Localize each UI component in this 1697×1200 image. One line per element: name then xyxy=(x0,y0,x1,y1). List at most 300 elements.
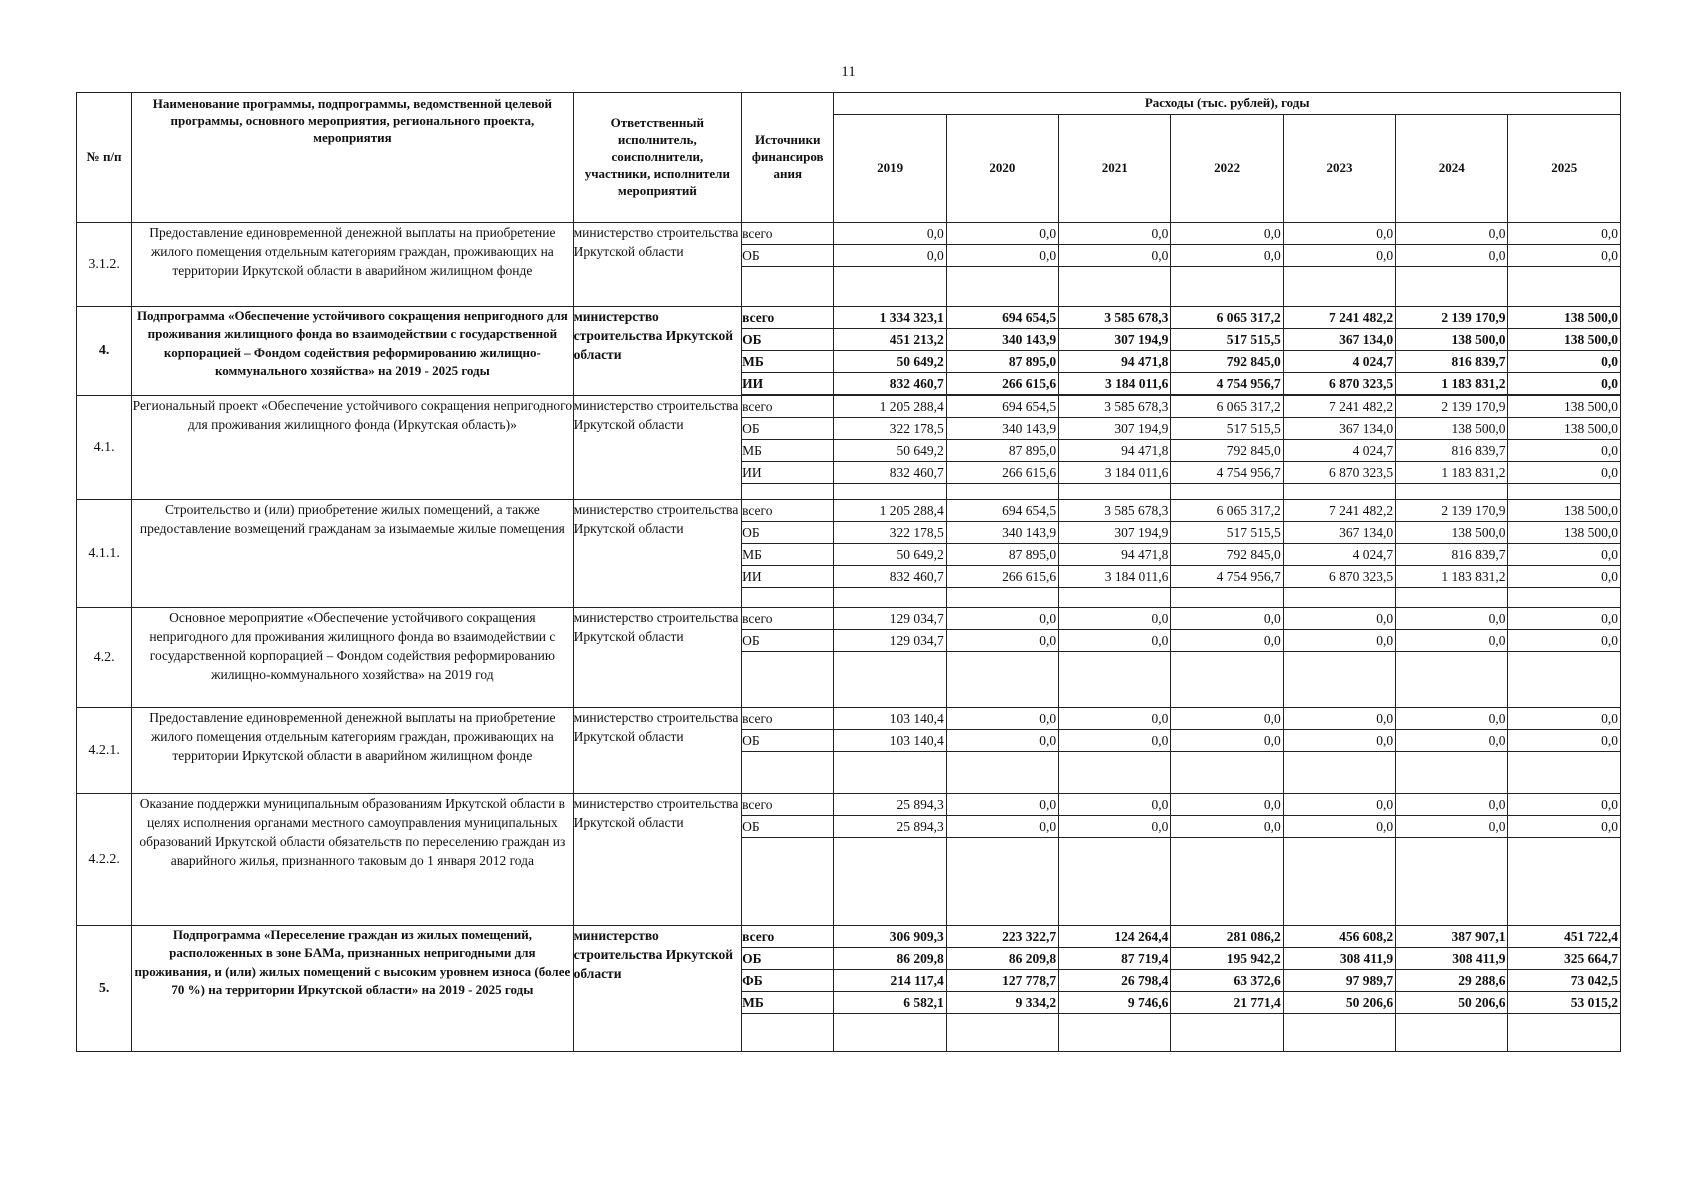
budget-table xyxy=(76,92,1621,1052)
amount-cell: 307 194,9 xyxy=(1059,522,1170,544)
amount-cell: 0,0 xyxy=(1508,223,1620,245)
year-values xyxy=(834,223,946,307)
amount-cell: 308 411,9 xyxy=(1284,948,1395,970)
funding-source: всего xyxy=(742,794,833,816)
amount-cell: 195 942,2 xyxy=(1171,948,1282,970)
header-year: 2021 xyxy=(1059,115,1171,223)
year-values xyxy=(946,794,1058,926)
amount-cell: 0,0 xyxy=(1508,544,1620,566)
amount-cell: 7 241 482,2 xyxy=(1284,396,1395,418)
amount-cell: 26 798,4 xyxy=(1059,970,1170,992)
year-values xyxy=(1059,708,1171,794)
amount-cell: 4 024,7 xyxy=(1284,351,1395,373)
amount-cell: 325 664,7 xyxy=(1508,948,1620,970)
table-row xyxy=(77,708,1621,794)
amount-cell: 0,0 xyxy=(1059,730,1170,752)
amount-cell: 340 143,9 xyxy=(947,418,1058,440)
amount-cell: 322 178,5 xyxy=(834,522,945,544)
funding-source: МБ xyxy=(742,440,833,462)
header-expenses: Расходы (тыс. рублей), годы xyxy=(834,93,1621,115)
amount-cell: 0,0 xyxy=(1508,608,1620,630)
amount-cell: 0,0 xyxy=(1396,708,1507,730)
year-values xyxy=(1396,608,1508,708)
amount-cell: 138 500,0 xyxy=(1508,329,1620,351)
amount-cell: 792 845,0 xyxy=(1171,440,1282,462)
year-values xyxy=(1171,708,1283,794)
year-values xyxy=(1283,307,1395,396)
amount-cell: 50 206,6 xyxy=(1396,992,1507,1014)
amount-cell: 6 870 323,5 xyxy=(1284,373,1395,395)
year-values xyxy=(834,926,946,1052)
row-name: Оказание поддержки муниципальным образованиям Иркутской области в целях исполнения органами местного самоуправления муниципальных образований Иркутской области обязательств по переселению граждан из аварийного жилья, признанного таковым до 1 января 2012 года xyxy=(132,794,573,926)
table-row xyxy=(77,307,1621,396)
amount-cell: 6 065 317,2 xyxy=(1171,396,1282,418)
funding-source: всего xyxy=(742,396,833,418)
year-values xyxy=(946,500,1058,608)
row-number: 4. xyxy=(77,307,132,396)
year-values xyxy=(1283,608,1395,708)
amount-cell: 517 515,5 xyxy=(1171,329,1282,351)
year-values xyxy=(1059,307,1171,396)
amount-cell: 223 322,7 xyxy=(947,926,1058,948)
amount-cell: 50 206,6 xyxy=(1284,992,1395,1014)
amount-cell: 138 500,0 xyxy=(1508,500,1620,522)
funding-source: всего xyxy=(742,500,833,522)
amount-cell: 103 140,4 xyxy=(834,708,945,730)
amount-cell: 0,0 xyxy=(1284,223,1395,245)
year-values xyxy=(1508,396,1621,500)
funding-source: ОБ xyxy=(742,816,833,838)
amount-cell: 0,0 xyxy=(1059,608,1170,630)
amount-cell: 4 754 956,7 xyxy=(1171,566,1282,588)
funding-source: всего xyxy=(742,926,833,948)
year-values xyxy=(1508,794,1621,926)
year-values xyxy=(1059,223,1171,307)
year-values xyxy=(1508,608,1621,708)
row-sources xyxy=(742,500,834,608)
amount-cell: 0,0 xyxy=(1171,730,1282,752)
amount-cell: 0,0 xyxy=(947,223,1058,245)
funding-source: МБ xyxy=(742,351,833,373)
amount-cell: 2 139 170,9 xyxy=(1396,500,1507,522)
amount-cell: 2 139 170,9 xyxy=(1396,396,1507,418)
amount-cell: 832 460,7 xyxy=(834,373,945,395)
amount-cell: 1 205 288,4 xyxy=(834,500,945,522)
amount-cell: 0,0 xyxy=(1396,816,1507,838)
row-responsible: министерство строительства Иркутской области xyxy=(573,794,742,926)
year-values xyxy=(834,396,946,500)
row-responsible: министерство строительства Иркутской области xyxy=(573,708,742,794)
amount-cell: 103 140,4 xyxy=(834,730,945,752)
table-row xyxy=(77,396,1621,500)
amount-cell: 0,0 xyxy=(1284,708,1395,730)
amount-cell: 517 515,5 xyxy=(1171,418,1282,440)
row-sources xyxy=(742,708,834,794)
row-name: Строительство и (или) приобретение жилых помещений, а также предоставление возмещений гражданам за изымаемые жилые помещения xyxy=(132,500,573,608)
amount-cell: 816 839,7 xyxy=(1396,440,1507,462)
amount-cell: 53 015,2 xyxy=(1508,992,1620,1014)
funding-source: ОБ xyxy=(742,245,833,267)
year-values xyxy=(1396,708,1508,794)
amount-cell: 214 117,4 xyxy=(834,970,945,992)
amount-cell: 0,0 xyxy=(1508,566,1620,588)
amount-cell: 25 894,3 xyxy=(834,816,945,838)
row-number: 4.2.2. xyxy=(77,794,132,926)
year-values xyxy=(1171,396,1283,500)
year-values xyxy=(1396,223,1508,307)
year-values xyxy=(1171,794,1283,926)
year-values xyxy=(1059,926,1171,1052)
amount-cell: 322 178,5 xyxy=(834,418,945,440)
year-values xyxy=(834,608,946,708)
amount-cell: 367 134,0 xyxy=(1284,418,1395,440)
amount-cell: 387 907,1 xyxy=(1396,926,1507,948)
amount-cell: 7 241 482,2 xyxy=(1284,500,1395,522)
amount-cell: 9 334,2 xyxy=(947,992,1058,1014)
amount-cell: 0,0 xyxy=(1059,245,1170,267)
amount-cell: 367 134,0 xyxy=(1284,329,1395,351)
funding-source: ИИ xyxy=(742,373,833,395)
row-number: 4.2. xyxy=(77,608,132,708)
amount-cell: 0,0 xyxy=(947,608,1058,630)
amount-cell: 367 134,0 xyxy=(1284,522,1395,544)
year-values xyxy=(946,307,1058,396)
row-responsible: министерство строительства Иркутской области xyxy=(573,396,742,500)
year-values xyxy=(1059,396,1171,500)
amount-cell: 129 034,7 xyxy=(834,608,945,630)
amount-cell: 281 086,2 xyxy=(1171,926,1282,948)
funding-source: ОБ xyxy=(742,948,833,970)
amount-cell: 6 870 323,5 xyxy=(1284,462,1395,484)
amount-cell: 94 471,8 xyxy=(1059,351,1170,373)
amount-cell: 6 582,1 xyxy=(834,992,945,1014)
table-row xyxy=(77,223,1621,307)
amount-cell: 451 722,4 xyxy=(1508,926,1620,948)
amount-cell: 86 209,8 xyxy=(834,948,945,970)
amount-cell: 138 500,0 xyxy=(1508,522,1620,544)
year-values xyxy=(1396,500,1508,608)
amount-cell: 3 184 011,6 xyxy=(1059,373,1170,395)
amount-cell: 21 771,4 xyxy=(1171,992,1282,1014)
row-number: 4.1.1. xyxy=(77,500,132,608)
amount-cell: 1 183 831,2 xyxy=(1396,566,1507,588)
amount-cell: 86 209,8 xyxy=(947,948,1058,970)
header-year: 2025 xyxy=(1508,115,1621,223)
amount-cell: 0,0 xyxy=(947,794,1058,816)
row-responsible: министерство строительства Иркутской области xyxy=(573,926,742,1052)
funding-source: ОБ xyxy=(742,522,833,544)
funding-source: всего xyxy=(742,708,833,730)
year-values xyxy=(1283,794,1395,926)
amount-cell: 0,0 xyxy=(1171,245,1282,267)
row-responsible: министерство строительства Иркутской области xyxy=(573,223,742,307)
amount-cell: 0,0 xyxy=(1396,245,1507,267)
year-values xyxy=(1171,926,1283,1052)
amount-cell: 0,0 xyxy=(1508,708,1620,730)
amount-cell: 0,0 xyxy=(947,816,1058,838)
year-values xyxy=(1059,608,1171,708)
year-values xyxy=(1171,608,1283,708)
amount-cell: 6 870 323,5 xyxy=(1284,566,1395,588)
row-sources xyxy=(742,396,834,500)
amount-cell: 517 515,5 xyxy=(1171,522,1282,544)
amount-cell: 2 139 170,9 xyxy=(1396,307,1507,329)
year-values xyxy=(1171,307,1283,396)
row-name: Подпрограмма «Переселение граждан из жилых помещений, расположенных в зоне БАМа, признанных непригодными для проживания, и (или) жилых помещений с высоким уровнем износа (более 70 %) на территории Иркутской области» на 2019 - 2025 годы xyxy=(132,926,573,1052)
amount-cell: 138 500,0 xyxy=(1508,307,1620,329)
amount-cell: 0,0 xyxy=(1396,223,1507,245)
amount-cell: 694 654,5 xyxy=(947,396,1058,418)
funding-source: МБ xyxy=(742,544,833,566)
year-values xyxy=(946,396,1058,500)
amount-cell: 4 024,7 xyxy=(1284,544,1395,566)
row-responsible: министерство строительства Иркутской области xyxy=(573,500,742,608)
amount-cell: 73 042,5 xyxy=(1508,970,1620,992)
year-values xyxy=(1283,708,1395,794)
amount-cell: 3 184 011,6 xyxy=(1059,462,1170,484)
year-values xyxy=(1396,396,1508,500)
amount-cell: 0,0 xyxy=(1171,608,1282,630)
funding-source: всего xyxy=(742,223,833,245)
amount-cell: 7 241 482,2 xyxy=(1284,307,1395,329)
amount-cell: 694 654,5 xyxy=(947,500,1058,522)
row-number: 3.1.2. xyxy=(77,223,132,307)
amount-cell: 0,0 xyxy=(947,630,1058,652)
amount-cell: 792 845,0 xyxy=(1171,544,1282,566)
amount-cell: 0,0 xyxy=(1059,816,1170,838)
amount-cell: 50 649,2 xyxy=(834,440,945,462)
amount-cell: 340 143,9 xyxy=(947,522,1058,544)
amount-cell: 0,0 xyxy=(947,708,1058,730)
amount-cell: 138 500,0 xyxy=(1396,418,1507,440)
funding-source: ИИ xyxy=(742,566,833,588)
year-values xyxy=(1508,223,1621,307)
amount-cell: 792 845,0 xyxy=(1171,351,1282,373)
amount-cell: 307 194,9 xyxy=(1059,329,1170,351)
amount-cell: 6 065 317,2 xyxy=(1171,307,1282,329)
amount-cell: 1 334 323,1 xyxy=(834,307,945,329)
amount-cell: 816 839,7 xyxy=(1396,544,1507,566)
row-sources xyxy=(742,608,834,708)
header-year: 2019 xyxy=(834,115,946,223)
year-values xyxy=(1508,926,1621,1052)
amount-cell: 0,0 xyxy=(1508,440,1620,462)
year-values xyxy=(1171,500,1283,608)
header-responsible: Ответственный исполнитель, соисполнители, участники, исполнители мероприятий xyxy=(573,93,742,223)
amount-cell: 266 615,6 xyxy=(947,462,1058,484)
amount-cell: 4 024,7 xyxy=(1284,440,1395,462)
year-values xyxy=(946,223,1058,307)
table-row xyxy=(77,926,1621,1052)
year-values xyxy=(1396,307,1508,396)
year-values xyxy=(1059,500,1171,608)
row-name: Региональный проект «Обеспечение устойчивого сокращения непригодного для проживания жилищного фонда (Иркутская область)» xyxy=(132,396,573,500)
amount-cell: 87 895,0 xyxy=(947,351,1058,373)
year-values xyxy=(946,926,1058,1052)
amount-cell: 307 194,9 xyxy=(1059,418,1170,440)
amount-cell: 50 649,2 xyxy=(834,544,945,566)
year-values xyxy=(946,708,1058,794)
year-values xyxy=(1508,708,1621,794)
row-number: 4.2.1. xyxy=(77,708,132,794)
amount-cell: 0,0 xyxy=(947,730,1058,752)
amount-cell: 340 143,9 xyxy=(947,329,1058,351)
amount-cell: 0,0 xyxy=(834,245,945,267)
year-values xyxy=(1283,396,1395,500)
amount-cell: 0,0 xyxy=(1508,816,1620,838)
amount-cell: 87 719,4 xyxy=(1059,948,1170,970)
amount-cell: 456 608,2 xyxy=(1284,926,1395,948)
row-number: 4.1. xyxy=(77,396,132,500)
amount-cell: 0,0 xyxy=(1059,630,1170,652)
amount-cell: 0,0 xyxy=(1171,223,1282,245)
funding-source: ОБ xyxy=(742,418,833,440)
year-values xyxy=(834,307,946,396)
year-values xyxy=(1508,500,1621,608)
funding-source: ОБ xyxy=(742,329,833,351)
amount-cell: 832 460,7 xyxy=(834,462,945,484)
amount-cell: 9 746,6 xyxy=(1059,992,1170,1014)
amount-cell: 97 989,7 xyxy=(1284,970,1395,992)
amount-cell: 127 778,7 xyxy=(947,970,1058,992)
amount-cell: 0,0 xyxy=(1508,351,1620,373)
amount-cell: 451 213,2 xyxy=(834,329,945,351)
amount-cell: 0,0 xyxy=(947,245,1058,267)
amount-cell: 129 034,7 xyxy=(834,630,945,652)
amount-cell: 25 894,3 xyxy=(834,794,945,816)
amount-cell: 0,0 xyxy=(1284,730,1395,752)
amount-cell: 94 471,8 xyxy=(1059,544,1170,566)
amount-cell: 0,0 xyxy=(1284,816,1395,838)
amount-cell: 0,0 xyxy=(1508,630,1620,652)
amount-cell: 1 183 831,2 xyxy=(1396,462,1507,484)
amount-cell: 87 895,0 xyxy=(947,440,1058,462)
amount-cell: 138 500,0 xyxy=(1396,522,1507,544)
year-values xyxy=(1171,223,1283,307)
amount-cell: 0,0 xyxy=(1396,630,1507,652)
amount-cell: 0,0 xyxy=(1284,794,1395,816)
amount-cell: 0,0 xyxy=(1171,816,1282,838)
year-values xyxy=(1508,307,1621,396)
funding-source: всего xyxy=(742,307,833,329)
amount-cell: 1 183 831,2 xyxy=(1396,373,1507,395)
amount-cell: 0,0 xyxy=(1508,373,1620,395)
amount-cell: 63 372,6 xyxy=(1171,970,1282,992)
header-sources: Источники финансиров ания xyxy=(742,93,834,223)
amount-cell: 6 065 317,2 xyxy=(1171,500,1282,522)
header-name: Наименование программы, подпрограммы, ведомственной целевой программы, основного мероприятия, регионального проекта, мероприятия xyxy=(132,93,573,223)
table-row xyxy=(77,608,1621,708)
amount-cell: 0,0 xyxy=(1396,608,1507,630)
amount-cell: 816 839,7 xyxy=(1396,351,1507,373)
year-values xyxy=(1283,223,1395,307)
header-year: 2024 xyxy=(1396,115,1508,223)
amount-cell: 0,0 xyxy=(1508,730,1620,752)
amount-cell: 3 585 678,3 xyxy=(1059,396,1170,418)
amount-cell: 87 895,0 xyxy=(947,544,1058,566)
amount-cell: 0,0 xyxy=(1508,245,1620,267)
row-responsible: министерство строительства Иркутской области xyxy=(573,307,742,396)
year-values xyxy=(1396,794,1508,926)
amount-cell: 94 471,8 xyxy=(1059,440,1170,462)
amount-cell: 266 615,6 xyxy=(947,373,1058,395)
year-values xyxy=(946,608,1058,708)
amount-cell: 138 500,0 xyxy=(1508,396,1620,418)
year-values xyxy=(1283,500,1395,608)
amount-cell: 308 411,9 xyxy=(1396,948,1507,970)
amount-cell: 0,0 xyxy=(1508,794,1620,816)
amount-cell: 0,0 xyxy=(1284,245,1395,267)
row-name: Подпрограмма «Обеспечение устойчивого сокращения непригодного для проживания жилищного фонда во взаимодействии с государственной корпорацией – Фондом содействия реформированию жилищно-коммунального хозяйства» на 2019 - 2025 годы xyxy=(132,307,573,396)
header-year: 2022 xyxy=(1171,115,1283,223)
header-year: 2020 xyxy=(946,115,1058,223)
row-responsible: министерство строительства Иркутской области xyxy=(573,608,742,708)
amount-cell: 3 184 011,6 xyxy=(1059,566,1170,588)
row-name: Предоставление единовременной денежной выплаты на приобретение жилого помещения отдельным категориям граждан, проживающих на территории Иркутской области в аварийном жилищном фонде xyxy=(132,708,573,794)
amount-cell: 306 909,3 xyxy=(834,926,945,948)
table-row xyxy=(77,500,1621,608)
amount-cell: 50 649,2 xyxy=(834,351,945,373)
amount-cell: 694 654,5 xyxy=(947,307,1058,329)
amount-cell: 0,0 xyxy=(1508,462,1620,484)
row-name: Предоставление единовременной денежной выплаты на приобретение жилого помещения отдельным категориям граждан, проживающих на территории Иркутской области в аварийном жилищном фонде xyxy=(132,223,573,307)
amount-cell: 138 500,0 xyxy=(1508,418,1620,440)
year-values xyxy=(834,500,946,608)
amount-cell: 0,0 xyxy=(1284,630,1395,652)
year-values xyxy=(1283,926,1395,1052)
funding-source: ОБ xyxy=(742,630,833,652)
header-num: № п/п xyxy=(77,93,132,223)
amount-cell: 0,0 xyxy=(834,223,945,245)
amount-cell: 266 615,6 xyxy=(947,566,1058,588)
funding-source: ИИ xyxy=(742,462,833,484)
amount-cell: 0,0 xyxy=(1396,730,1507,752)
amount-cell: 0,0 xyxy=(1059,794,1170,816)
row-sources xyxy=(742,926,834,1052)
funding-source: ФБ xyxy=(742,970,833,992)
amount-cell: 0,0 xyxy=(1284,608,1395,630)
amount-cell: 0,0 xyxy=(1171,794,1282,816)
table-row xyxy=(77,794,1621,926)
row-sources xyxy=(742,307,834,396)
year-values xyxy=(1059,794,1171,926)
funding-source: всего xyxy=(742,608,833,630)
amount-cell: 4 754 956,7 xyxy=(1171,462,1282,484)
row-sources xyxy=(742,794,834,926)
year-values xyxy=(834,708,946,794)
amount-cell: 3 585 678,3 xyxy=(1059,500,1170,522)
row-sources xyxy=(742,223,834,307)
amount-cell: 0,0 xyxy=(1396,794,1507,816)
amount-cell: 3 585 678,3 xyxy=(1059,307,1170,329)
amount-cell: 0,0 xyxy=(1059,223,1170,245)
amount-cell: 0,0 xyxy=(1059,708,1170,730)
amount-cell: 29 288,6 xyxy=(1396,970,1507,992)
amount-cell: 4 754 956,7 xyxy=(1171,373,1282,395)
header-year: 2023 xyxy=(1283,115,1395,223)
row-name: Основное мероприятие «Обеспечение устойчивого сокращения непригодного для проживания жилищного фонда во взаимодействии с государственной корпорацией – Фондом содействия реформированию жилищно-коммунального хозяйства» на 2019 год xyxy=(132,608,573,708)
year-values xyxy=(834,794,946,926)
amount-cell: 0,0 xyxy=(1171,630,1282,652)
amount-cell: 832 460,7 xyxy=(834,566,945,588)
funding-source: МБ xyxy=(742,992,833,1014)
funding-source: ОБ xyxy=(742,730,833,752)
amount-cell: 1 205 288,4 xyxy=(834,396,945,418)
amount-cell: 124 264,4 xyxy=(1059,926,1170,948)
amount-cell: 138 500,0 xyxy=(1396,329,1507,351)
page-number: 11 xyxy=(841,64,856,80)
amount-cell: 0,0 xyxy=(1171,708,1282,730)
